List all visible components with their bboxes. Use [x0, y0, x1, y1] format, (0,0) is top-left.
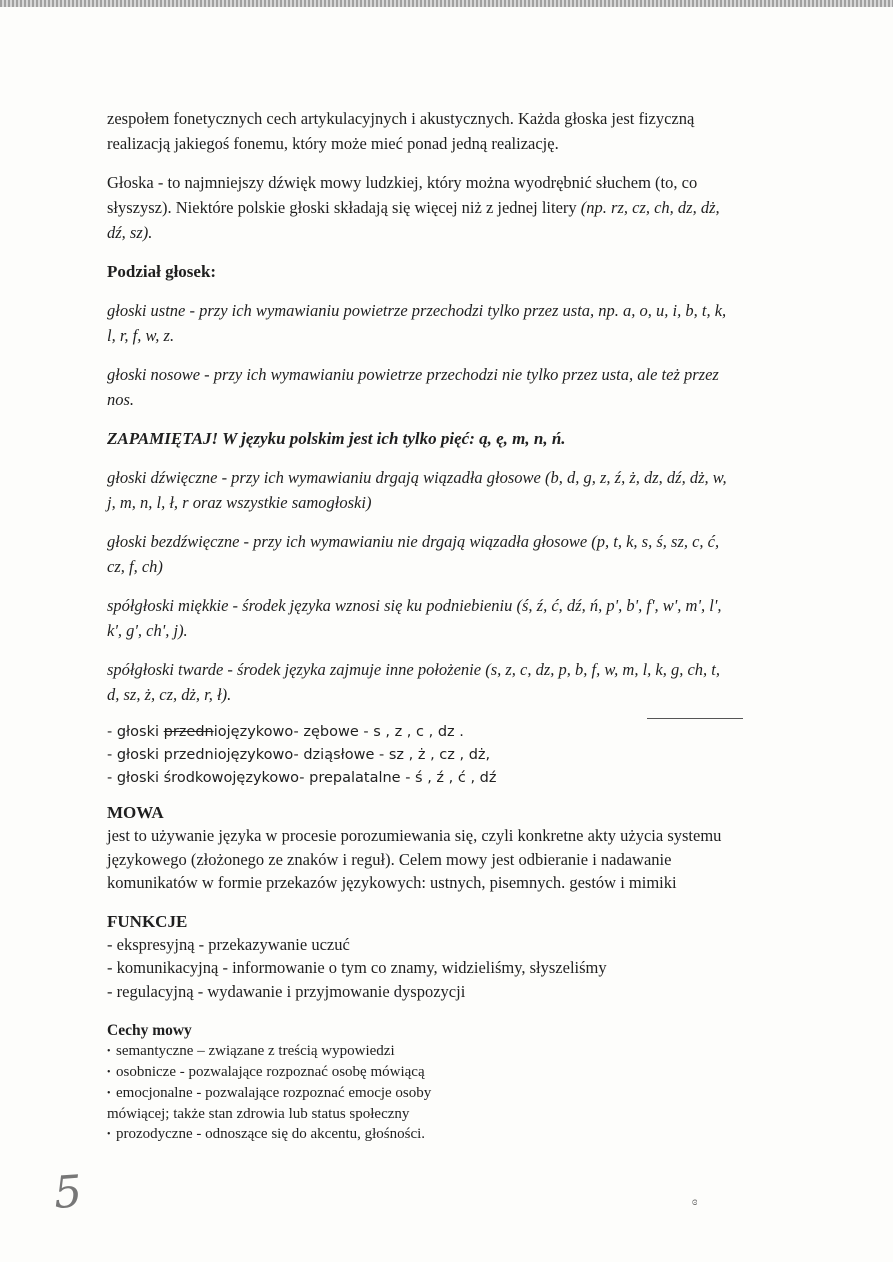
gloska-line-2-examples: (np. rz, cz, ch, dz, dż, — [580, 198, 720, 217]
gloska-definition — [107, 170, 797, 245]
cechy-item-text: osobnicze - pozwalające rozpoznać osobę mówiącą — [116, 1064, 425, 1080]
funkcje-item: - regulacyjną - wydawanie i przyjmowanie dyspozycji — [107, 981, 466, 1001]
bezdzwieczne-paragraph — [107, 529, 797, 579]
miekkie-paragraph — [107, 593, 797, 643]
ustne-line-2: l, r, f, w, z. — [107, 326, 175, 345]
ustne-line-1: głoski ustne - przy ich wymawianiu powietrze przechodzi tylko przez usta, np. a, o, u, i, b, t, k, — [107, 301, 727, 320]
miekkie-line-2: k', g', ch', j). — [107, 621, 188, 640]
gloska-line-2 — [107, 195, 797, 220]
zapamietaj-note: ZAPAMIĘTAJ! W języku polskim jest ich tylko pięć: ą, ę, m, n, ń. — [107, 429, 566, 448]
dzwieczne-line-2: j, m, n, l, ł, r oraz wszystkie samogłoski) — [107, 493, 372, 512]
twarde-line-1: spółgłoski twarde - środek języka zajmuje inne położenie (s, z, c, dz, p, b, f, w, m, l, k, g, ch, t, — [107, 660, 721, 679]
cechy-item — [107, 1124, 797, 1145]
twarde-paragraph — [107, 657, 797, 707]
page-number: 5 — [52, 1166, 84, 1219]
bullet-icon: • — [107, 1067, 111, 1078]
cechy-title: Cechy mowy — [107, 1022, 192, 1039]
sans-item-1 — [107, 721, 797, 744]
sans-item-2: - głoski przedniojęzykowo- dziąsłowe - sz , ż , cz , dż, — [107, 747, 491, 763]
gloska-line-3: dź, sz). — [107, 223, 153, 242]
gloska-line-1: Głoska - to najmniejszy dźwięk mowy ludzkiej, który można wyodrębnić słuchem (to, co — [107, 173, 698, 192]
scan-edge — [0, 0, 893, 7]
stray-mark: ɞ — [692, 1194, 698, 1208]
intro-line-1: zespołem fonetycznych cech artykulacyjnych i akustycznych. Każda głoska jest fizyczną — [107, 109, 695, 128]
mowa-title: MOWA — [107, 803, 164, 822]
dzwieczne-line-1: głoski dźwięczne - przy ich wymawianiu drgają wiązadła głosowe (b, d, g, z, ź, ż, dz, dź, dż, w, — [107, 468, 727, 487]
sans-item-1-end: iojęzykowo- zębowe - s , z , c , dz . — [213, 724, 464, 740]
sans-item-1-start: - głoski — [107, 724, 164, 740]
bullet-icon: • — [107, 1129, 111, 1140]
cechy-item — [107, 1062, 797, 1083]
cechy-item-text: prozodyczne - odnoszące się do akcentu, głośności. — [116, 1126, 426, 1142]
handwritten-dash — [647, 718, 743, 719]
miekkie-line-1: spółgłoski miękkie - środek języka wznosi się ku podniebieniu (ś, ź, ć, dź, ń, p', b', f', w', m', l', — [107, 596, 722, 615]
sans-item-1-struck: przedn — [163, 724, 214, 740]
intro-paragraph — [107, 106, 797, 156]
twarde-line-2: d, sz, ż, cz, dż, r, ł). — [107, 685, 232, 704]
bezdzwieczne-line-1: głoski bezdźwięczne - przy ich wymawianiu nie drgają wiązadła głosowe (p, t, k, s, ś, sz, c, ć, — [107, 532, 720, 551]
podzial-heading: Podział głosek: — [107, 262, 217, 281]
mowa-line-1: jest to używanie języka w procesie porozumiewania się, czyli konkretne akty użycia systemu — [107, 826, 722, 845]
cechy-section — [107, 1021, 797, 1145]
funkcje-title: FUNKCJE — [107, 911, 188, 931]
mowa-line-3: komunikatów w formie przekazów językowych: ustnych, pisemnych. gestów i mimiki — [107, 873, 677, 892]
nosowe-line-2: nos. — [107, 390, 135, 409]
cechy-continuation: mówiącej; także stan zdrowia lub status społeczny — [107, 1106, 410, 1122]
dzwieczne-paragraph — [107, 465, 797, 515]
funkcje-item: - komunikacyjną - informowanie o tym co znamy, widzieliśmy, słyszeliśmy — [107, 958, 607, 977]
intro-line-2: realizacją jakiegoś fonemu, który może mieć ponad jedną realizację. — [107, 134, 559, 153]
bullet-icon: • — [107, 1046, 111, 1057]
funkcje-section — [107, 911, 797, 1004]
cechy-item-text: semantyczne – związane z treścią wypowiedzi — [116, 1043, 395, 1059]
nosowe-line-1: głoski nosowe - przy ich wymawianiu powietrze przechodzi nie tylko przez usta, ale też przez — [107, 365, 719, 384]
nosowe-paragraph — [107, 362, 797, 412]
place-articulation-list — [107, 721, 797, 790]
funkcje-item: - ekspresyjną - przekazywanie uczuć — [107, 934, 350, 954]
mowa-section — [107, 802, 797, 895]
sans-item-3: - głoski środkowojęzykowo- prepalatalne - ś , ź , ć , dź — [107, 770, 497, 786]
cechy-item — [107, 1083, 797, 1104]
bullet-icon: • — [107, 1088, 111, 1099]
ustne-paragraph — [107, 298, 797, 348]
cechy-item-text: emocjonalne - pozwalające rozpoznać emocje osoby — [116, 1085, 432, 1101]
gloska-line-2-text: słyszysz). Niektóre polskie głoski składają się więcej niż z jednej litery — [107, 198, 581, 217]
document-page — [107, 106, 797, 1145]
cechy-item — [107, 1041, 797, 1062]
mowa-line-2: językowego (złożonego ze znaków i reguł). Celem mowy jest odbieranie i nadawanie — [107, 849, 672, 869]
bezdzwieczne-line-2: cz, f, ch) — [107, 557, 163, 576]
